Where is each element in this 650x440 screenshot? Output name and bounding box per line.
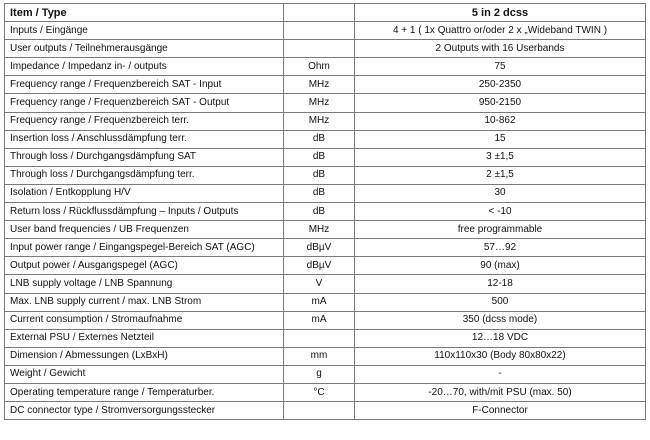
table-row xyxy=(5,221,646,239)
row-value: 2 ±1,5 xyxy=(355,166,646,184)
row-unit: MHz xyxy=(284,221,355,239)
table-row xyxy=(5,383,646,401)
row-value: 4 + 1 ( 1x Quattro or/oder 2 x „Wideband TWIN ) xyxy=(355,22,646,40)
row-item: Output power / Ausgangspegel (AGC) xyxy=(5,257,284,275)
row-item: Through loss / Durchgangsdämpfung SAT xyxy=(5,148,284,166)
header-unit xyxy=(284,4,355,22)
row-unit xyxy=(284,329,355,347)
row-value: 2 Outputs with 16 Userbands xyxy=(355,40,646,58)
header-item-type: Item / Type xyxy=(5,4,284,22)
row-value: 350 (dcss mode) xyxy=(355,311,646,329)
row-unit: dB xyxy=(284,130,355,148)
table-row xyxy=(5,365,646,383)
row-value: F-Connector xyxy=(355,402,646,420)
row-item: Through loss / Durchgangsdämpfung terr. xyxy=(5,166,284,184)
table-row xyxy=(5,148,646,166)
row-value: 110x110x30 (Body 80x80x22) xyxy=(355,347,646,365)
table-row xyxy=(5,94,646,112)
row-value: 75 xyxy=(355,58,646,76)
spec-table xyxy=(4,3,646,420)
table-row xyxy=(5,239,646,257)
row-value: 250-2350 xyxy=(355,76,646,94)
row-item: Frequency range / Frequenzbereich SAT - Input xyxy=(5,76,284,94)
row-value: 30 xyxy=(355,184,646,202)
row-item: Operating temperature range / Temperaturber. xyxy=(5,383,284,401)
row-item: Max. LNB supply current / max. LNB Strom xyxy=(5,293,284,311)
table-header-row xyxy=(5,4,646,22)
row-value: - xyxy=(355,365,646,383)
spec-table-container xyxy=(4,3,646,420)
row-unit: mm xyxy=(284,347,355,365)
row-item: Isolation / Entkopplung H/V xyxy=(5,184,284,202)
row-value: 12…18 VDC xyxy=(355,329,646,347)
row-item: Return loss / Rückflussdämpfung – Inputs / Outputs xyxy=(5,203,284,221)
table-row xyxy=(5,184,646,202)
row-item: Input power range / Eingangspegel-Bereich SAT (AGC) xyxy=(5,239,284,257)
row-item: LNB supply voltage / LNB Spannung xyxy=(5,275,284,293)
row-value: free programmable xyxy=(355,221,646,239)
row-value: 500 xyxy=(355,293,646,311)
row-value: 950-2150 xyxy=(355,94,646,112)
row-unit: dBµV xyxy=(284,257,355,275)
table-row xyxy=(5,22,646,40)
row-item: Frequency range / Frequenzbereich terr. xyxy=(5,112,284,130)
row-unit: dB xyxy=(284,203,355,221)
row-unit: Ohm xyxy=(284,58,355,76)
row-item: Weight / Gewicht xyxy=(5,365,284,383)
row-item: Impedance / Impedanz in- / outputs xyxy=(5,58,284,76)
row-unit: dB xyxy=(284,184,355,202)
row-unit: °C xyxy=(284,383,355,401)
table-row xyxy=(5,402,646,420)
row-unit xyxy=(284,22,355,40)
row-unit: MHz xyxy=(284,94,355,112)
table-row xyxy=(5,257,646,275)
table-row xyxy=(5,275,646,293)
table-row xyxy=(5,311,646,329)
table-row xyxy=(5,40,646,58)
row-value: < -10 xyxy=(355,203,646,221)
row-unit: V xyxy=(284,275,355,293)
row-unit: MHz xyxy=(284,112,355,130)
row-item: User outputs / Teilnehmerausgänge xyxy=(5,40,284,58)
table-row xyxy=(5,76,646,94)
row-value: 3 ±1,5 xyxy=(355,148,646,166)
row-item: Frequency range / Frequenzbereich SAT - Output xyxy=(5,94,284,112)
row-item: External PSU / Externes Netzteil xyxy=(5,329,284,347)
row-value: 57…92 xyxy=(355,239,646,257)
row-item: User band frequencies / UB Frequenzen xyxy=(5,221,284,239)
row-unit: g xyxy=(284,365,355,383)
table-row xyxy=(5,347,646,365)
row-unit: mA xyxy=(284,311,355,329)
table-row xyxy=(5,166,646,184)
row-value: 10-862 xyxy=(355,112,646,130)
table-row xyxy=(5,58,646,76)
row-unit: mA xyxy=(284,293,355,311)
table-row xyxy=(5,112,646,130)
row-unit: dB xyxy=(284,166,355,184)
table-row xyxy=(5,329,646,347)
row-unit: dB xyxy=(284,148,355,166)
row-unit: MHz xyxy=(284,76,355,94)
row-item: Insertion loss / Anschlussdämpfung terr. xyxy=(5,130,284,148)
row-value: -20…70, with/mit PSU (max. 50) xyxy=(355,383,646,401)
table-row xyxy=(5,203,646,221)
row-unit: dBµV xyxy=(284,239,355,257)
row-item: Current consumption / Stromaufnahme xyxy=(5,311,284,329)
row-item: Inputs / Eingänge xyxy=(5,22,284,40)
table-row xyxy=(5,130,646,148)
row-item: Dimension / Abmessungen (LxBxH) xyxy=(5,347,284,365)
table-row xyxy=(5,293,646,311)
header-value: 5 in 2 dcss xyxy=(355,4,646,22)
row-unit xyxy=(284,402,355,420)
row-value: 90 (max) xyxy=(355,257,646,275)
row-unit xyxy=(284,40,355,58)
row-item: DC connector type / Stromversorgungsstecker xyxy=(5,402,284,420)
row-value: 15 xyxy=(355,130,646,148)
row-value: 12-18 xyxy=(355,275,646,293)
